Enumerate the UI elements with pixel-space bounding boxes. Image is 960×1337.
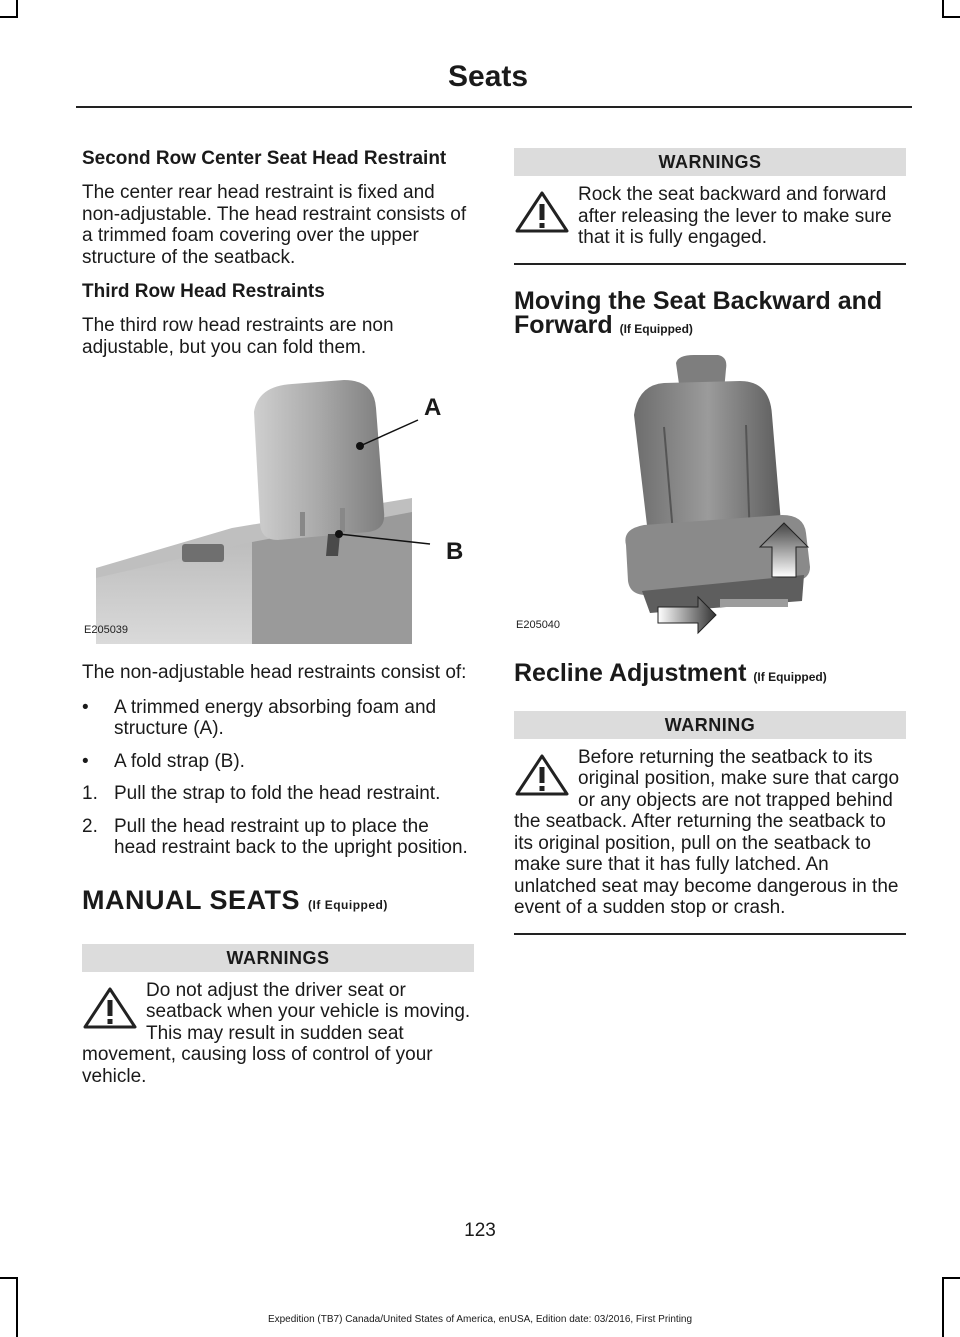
manual-seat-illustration: [514, 355, 906, 635]
bullet-text: A trimmed energy absorbing foam and structure (A).: [114, 696, 437, 739]
head-restraint-illustration: [82, 372, 474, 644]
third-row-text: The third row head restraints are non adjustable, but you can fold them.: [82, 315, 394, 358]
list-item: [82, 751, 474, 773]
warning-body: [82, 980, 474, 1088]
warning-divider: [514, 933, 906, 935]
second-row-text: The center rear head restraint is fixed and non-adjustable. The head restraint consists of a trimmed foam covering over the upper structure of the seatback.: [82, 182, 467, 268]
crop-mark: [942, 16, 960, 18]
step-number: 1.: [82, 783, 98, 804]
recline-suffix: (If Equipped): [753, 669, 827, 684]
bullet-marker: •: [82, 750, 89, 772]
page-number: 123: [464, 1220, 496, 1241]
warning-title: WARNING: [514, 711, 906, 739]
recline-title: Recline Adjustment: [514, 658, 747, 687]
figure-code: E205040: [516, 618, 561, 631]
callout-b: B: [446, 538, 464, 565]
left-column: [82, 148, 474, 1087]
header-divider: [76, 106, 912, 108]
warning-body: [514, 747, 906, 919]
manual-seats-title: MANUAL SEATS: [82, 884, 301, 915]
recline-heading: [514, 658, 906, 689]
step-number: 2.: [82, 815, 98, 837]
consist-text: The non-adjustable head restraints consist of:: [82, 662, 467, 683]
warning-box: [514, 711, 906, 935]
second-row-heading: Second Row Center Seat Head Restraint: [82, 148, 447, 169]
head-restraint-figure: [82, 372, 474, 644]
warning-title: WARNINGS: [82, 944, 474, 972]
warning-text: Before returning the seatback to its original position, make sure that cargo or any objects are not trapped behind the seatback. After returning the seatback to its original position, pull on the seatback to make sure that it has fully latched. An unlatched seat may become dangerous in the event of a sudden stop or crash.: [514, 746, 900, 918]
moving-seat-title: Moving the Seat Backward and Forward: [514, 286, 883, 339]
list-item: [82, 697, 474, 740]
footer-edition: Expedition (TB7) Canada/United States of America, enUSA, Edition date: 03/2016, First Printing: [267, 1314, 693, 1325]
moving-seat-heading: [514, 286, 906, 341]
crop-mark: [0, 16, 18, 18]
manual-seats-suffix: (If Equipped): [308, 897, 388, 912]
list-item: [82, 816, 474, 859]
warning-title: WARNINGS: [514, 148, 906, 176]
list-item: [82, 783, 474, 805]
warning-body: [514, 184, 906, 249]
warning-triangle-icon: [514, 753, 570, 797]
manual-seats-heading: [82, 885, 474, 916]
figure-code: E205039: [84, 624, 129, 636]
bullet-marker: •: [82, 696, 89, 718]
warning-box: [514, 148, 906, 265]
warning-text: Do not adjust the driver seat or seatback when your vehicle is moving. This may result in sudden seat movement, causing loss of control of your vehicle.: [82, 979, 471, 1087]
right-column: [514, 148, 906, 935]
seat-adjust-figure: [514, 355, 906, 635]
crop-mark: [942, 1277, 960, 1279]
warning-triangle-icon: [514, 190, 570, 234]
third-row-heading: Third Row Head Restraints: [82, 281, 325, 302]
moving-seat-suffix: (If Equipped): [619, 321, 693, 336]
warning-box: [82, 944, 474, 1088]
page-title: Seats: [448, 60, 529, 93]
step-text: Pull the strap to fold the head restraint.: [114, 783, 441, 804]
warning-divider: [514, 263, 906, 265]
crop-mark: [0, 1277, 18, 1279]
crop-mark: [16, 1277, 18, 1337]
warning-text: Rock the seat backward and forward after releasing the lever to make sure that it is fully engaged.: [578, 184, 892, 248]
callout-a: A: [424, 394, 442, 421]
crop-mark: [942, 1277, 944, 1337]
step-text: Pull the head restraint up to place the head restraint back to the upright position.: [114, 815, 468, 858]
bullet-text: A fold strap (B).: [114, 750, 245, 772]
warning-triangle-icon: [82, 986, 138, 1030]
